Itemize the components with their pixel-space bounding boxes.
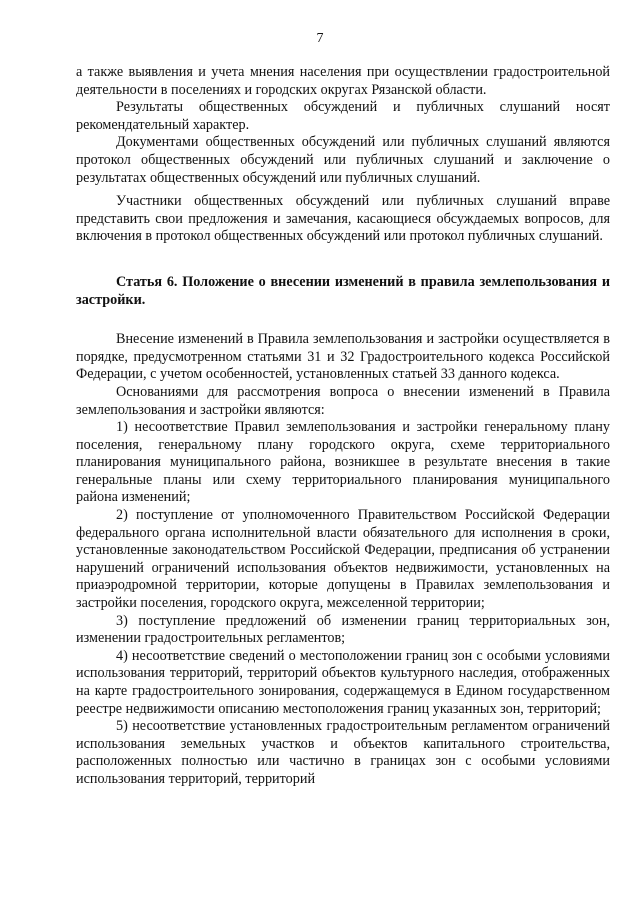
list-item: 5) несоответствие установленных градостроительным регламентом ограничений использования земельных участков и объектов капитального строительства, расположенных полностью или частично в границах зон с особыми условиями использования территорий, территорий [76, 718, 610, 787]
paragraph: Документами общественных обсуждений или публичных слушаний являются протокол общественных обсуждений или публичных слушаний и заключение о результатах общественных обсуждений или публичных слушаний. [76, 134, 610, 186]
page-number: 7 [316, 31, 324, 46]
paragraph: Результаты общественных обсуждений и публичных слушаний носят рекомендательный характер. [76, 99, 610, 133]
list-item: 4) несоответствие сведений о местоположении границ зон с особыми условиями использования территорий, территорий объектов культурного наследия, отображенных на карте градостроительного зонирования, содержащемуся в Едином государственном реестре недвижимости описанию местоположения границ указанных зон, территорий; [76, 647, 610, 717]
paragraph: а также выявления и учета мнения населения при осуществлении градостроительной деятельности в поселениях и городских округах Рязанской области. [76, 64, 610, 98]
document-body [76, 64, 610, 789]
paragraph: Внесение изменений в Правила землепользования и застройки осуществляется в порядке, предусмотренном статьями 31 и 32 Градостроительного кодекса Российской Федерации, с учетом особенностей, установленных статьей 33 данного кодекса. [76, 331, 610, 383]
list-item: 3) поступление предложений об изменении границ территориальных зон, изменении градостроительных регламентов; [76, 612, 610, 647]
article-heading: Статья 6. Положение о внесении изменений в правила землепользования и застройки. [76, 273, 610, 308]
paragraph: Участники общественных обсуждений или публичных слушаний вправе представить свои предложения и замечания, касающиеся обсуждаемых вопросов, для включения в протокол общественных обсуждений или протокол публичных слушаний. [76, 193, 610, 245]
list-item: 2) поступление от уполномоченного Правительством Российской Федерации федерального органа исполнительной власти обязательного для исполнения в сроки, установленные законодательством Российской Федерации, предписания об устранении нарушений ограничений использования объектов недвижимости, установленных на приаэродромной территории, которые допущены в Правилах землепользования и застройки поселения, городского округа, межселенной территории; [76, 507, 610, 612]
paragraph: Основаниями для рассмотрения вопроса о внесении изменений в Правила землепользования и застройки являются: [76, 383, 610, 418]
list-item: 1) несоответствие Правил землепользования и застройки генеральному плану поселения, генеральному плану городского округа, схеме территориального планирования муниципального района, возникшее в результате внесения в такие генеральные планы или схему территориального планирования муниципального района изменений; [76, 419, 610, 506]
